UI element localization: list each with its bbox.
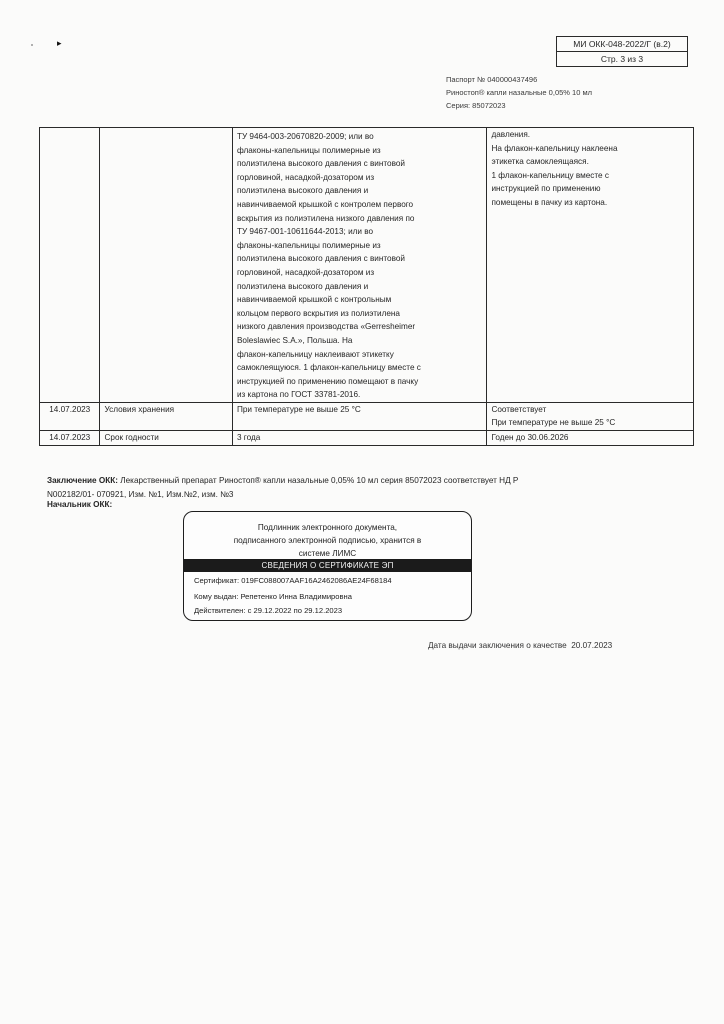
passport-number: Паспорт № 040000437496	[446, 75, 538, 84]
conclusion-text-1: Лекарственный препарат Риностоп® капли назальные 0,05% 10 мл серия 85072023 соответствует НД Р	[120, 476, 519, 485]
norm-cell: ТУ 9464-003-20670820-2009; или во флаконы-капельницы полимерные из полиэтилена высокого давления с винтовой горловиной, насадкой-дозатором из полиэтилена высокого давления и навинчиваемой крышкой с контролем первого вскрытия из полиэтилена низкого давления по ТУ 9467-001-10611644-2013; или во флаконы-капельницы полимерные из полиэтилена высокого давления с винтовой горловиной, насадкой-дозатором из полиэтилена высокого давления и навинчиваемой крышкой с контрольным кольцом первого вскрытия из полиэтилена низкого давления производства «Gerresheimer Boleslawiec S.A.», Польша. На флакон-капельницу наклеивают этикетку самоклеящуюся. 1 флакон-капельницу вместе с инструкцией по применению помещают в пачку из картона по ГОСТ 33781-2016.	[232, 128, 487, 403]
validity-value: с 29.12.2022 по 29.12.2023	[247, 606, 343, 615]
results-table	[39, 127, 694, 446]
certificate-value: 019FC088007AAF16A2462086AE24F68184	[241, 576, 392, 585]
parameter-cell	[100, 128, 232, 403]
issue-date	[428, 641, 612, 650]
table-row	[40, 431, 694, 446]
issued-to-line: Кому выдан: Репетенко Инна Владимировна	[194, 592, 352, 601]
norm-cell: При температуре не выше 25 °C	[232, 402, 487, 430]
result-cell: Годен до 30.06.2026	[487, 431, 694, 446]
certificate-info-band: СВЕДЕНИЯ О СЕРТИФИКАТЕ ЭП	[184, 559, 471, 572]
issue-date-value: 20.07.2023	[571, 641, 613, 650]
norm-cell: 3 года	[232, 431, 487, 446]
conclusion-label: Заключение ОКК:	[47, 476, 118, 485]
signature-header: Подлинник электронного документа, подписанного электронной подписью, хранится в системе ЛИМС	[233, 523, 422, 558]
date-cell: 14.07.2023	[40, 431, 100, 446]
issue-date-label: Дата выдачи заключения о качестве	[428, 641, 567, 650]
passport-meta	[446, 73, 592, 112]
certificate-line: Сертификат: 019FC088007AAF16A2462086AE24F68184	[194, 576, 392, 585]
issued-to-value: Репетенко Инна Владимировна	[240, 592, 352, 601]
scan-mark: ▸	[57, 38, 62, 48]
okk-conclusion	[47, 474, 687, 502]
table-row	[40, 402, 694, 430]
electronic-signature-stamp	[183, 511, 472, 621]
series-number: Серия: 85072023	[446, 101, 506, 110]
scan-speck	[31, 44, 33, 46]
conclusion-text-2: N002182/01- 070921, Изм. №1, Изм.№2, изм. №3	[47, 489, 234, 499]
page-number: Стр. 3 из 3	[557, 51, 687, 66]
validity-line: Действителен: с 29.12.2022 по 29.12.2023	[194, 606, 343, 615]
table-row	[40, 128, 694, 403]
result-cell: Соответствует При температуре не выше 25 °C	[487, 402, 694, 430]
date-cell	[40, 128, 100, 403]
date-cell: 14.07.2023	[40, 402, 100, 430]
result-cell: давления. На флакон-капельницу наклеена этикетка самоклеящаяся. 1 флакон-капельницу вместе с инструкцией по применению помещены в пачку из картона.	[487, 128, 694, 403]
document-code: МИ ОКК-048-2022/Г (в.2)	[573, 39, 671, 49]
parameter-cell: Срок годности	[100, 431, 232, 446]
head-of-okk-label: Начальник ОКК:	[47, 500, 113, 509]
document-code-box	[556, 36, 688, 67]
parameter-cell: Условия хранения	[100, 402, 232, 430]
product-name: Риностоп® капли назальные 0,05% 10 мл	[446, 88, 592, 97]
